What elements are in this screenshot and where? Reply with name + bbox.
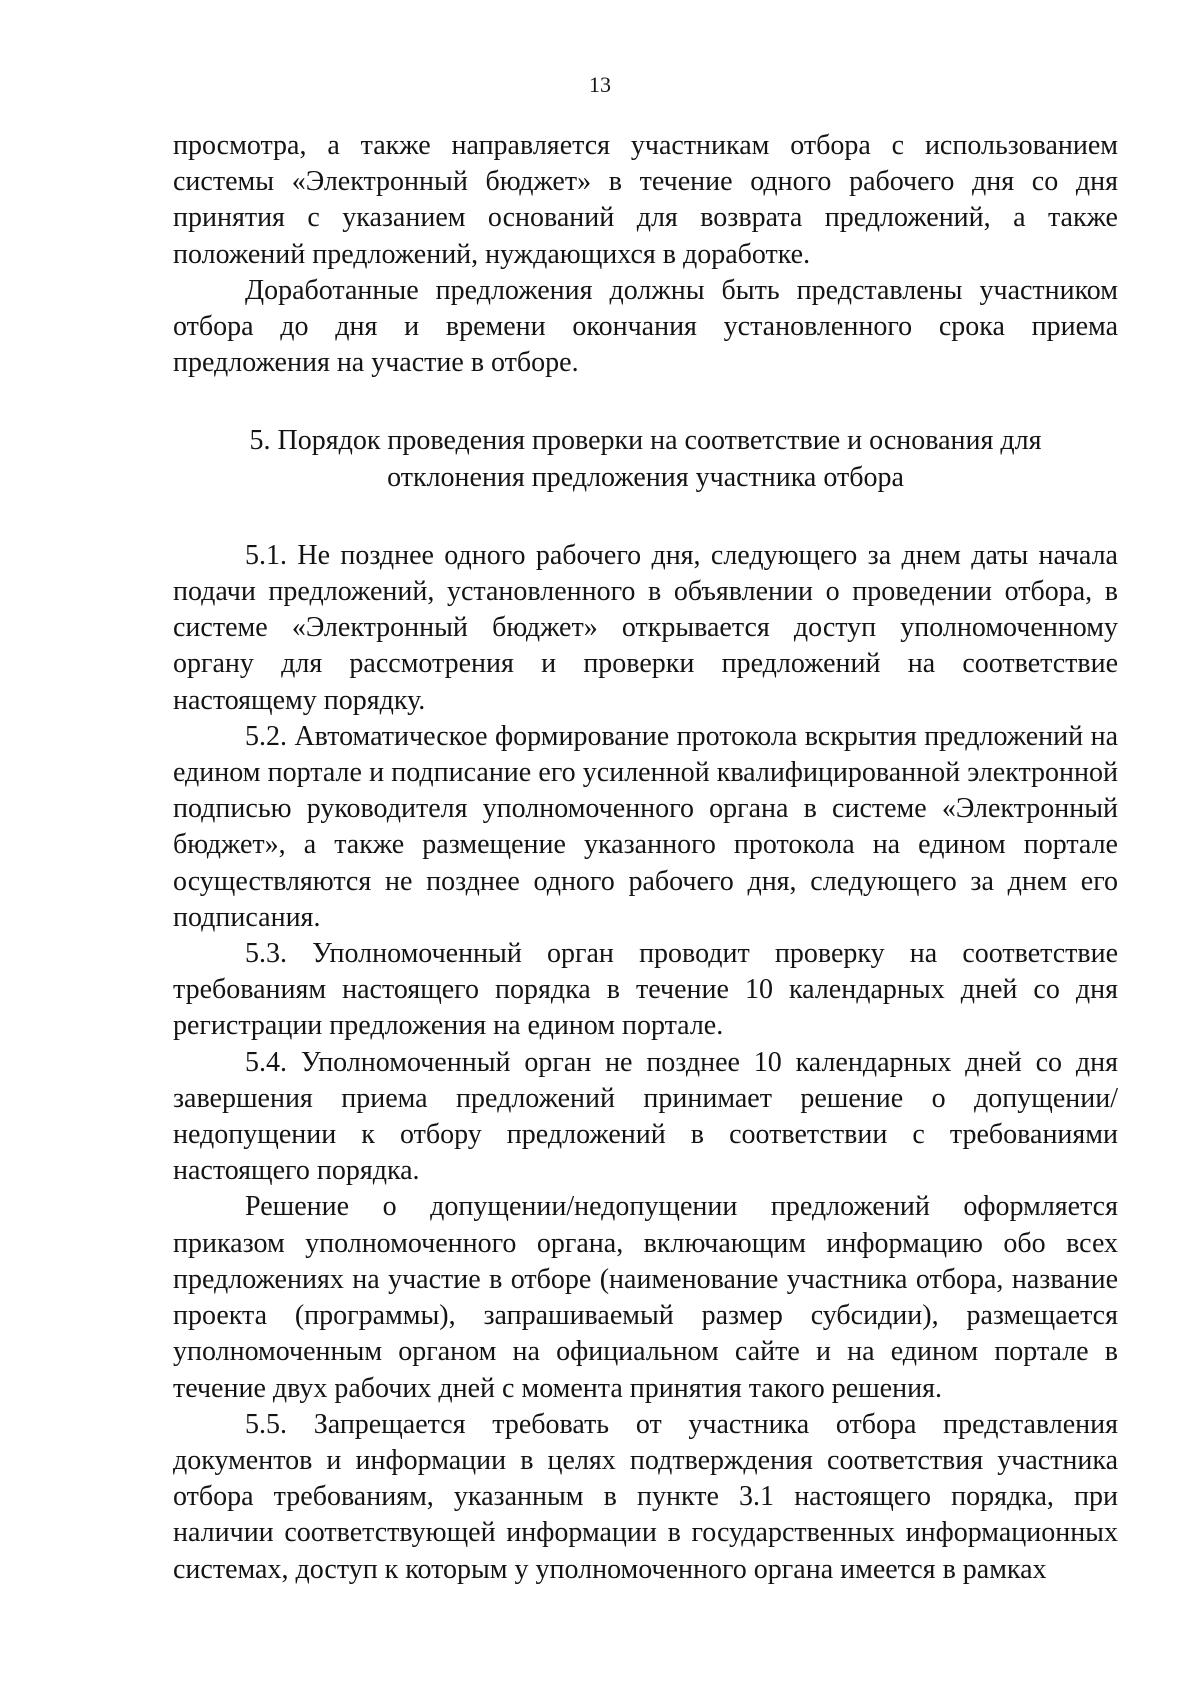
paragraph-5-3: 5.3. Уполномоченный орган проводит проверку на соответствие требованиям настоящего порядка в течение 10 календарных дней со дня регистрации предложения на едином портале. <box>173 938 1118 1042</box>
document-body <box>173 128 1118 1588</box>
paragraph-continuation: просмотра, а также направляется участникам отбора с использованием системы «Электронный бюджет» в течение одного рабочего дня со дня принятия с указанием оснований для возврата предложений, а также положений предложений, нуждающихся в доработке. <box>173 130 1118 270</box>
paragraph-revised-proposals: Доработанные предложения должны быть представлены участником отбора до дня и времени окончания установленного срока приема предложения на участие в отборе. <box>173 274 1118 379</box>
page-number: 13 <box>589 72 611 97</box>
paragraph-5-5: 5.5. Запрещается требовать от участника отбора представления документов и информации в целях подтверждения соответствия участника отбора требованиям, указанным в пункте 3.1 настоящего порядка, при наличии соответствующей информации в государственных информационных системах, доступ к которым у уполномоченного органа имеется в рамках <box>173 1408 1118 1585</box>
section-heading-line-1: 5. Порядок проведения проверки на соответствие и основания для <box>249 425 1042 457</box>
paragraph-5-1: 5.1. Не позднее одного рабочего дня, следующего за днем даты начала подачи предложений, установленного в объявлении о проведении отбора, в системе «Электронный бюджет» открывается доступ уполномоченному органу для рассмотрения и проверки предложений на соответствие настоящему порядку. <box>173 539 1118 716</box>
paragraph-decision: Решение о допущении/недопущении предложений оформляется приказом уполномоченного органа, включающим информацию обо всех предложениях на участие в отборе (наименование участника отбора, название проекта (программы), запрашиваемый размер субсидии), размещается уполномоченным органом на официальном сайте и на едином портале в течение двух рабочих дней с момента принятия такого решения. <box>173 1191 1118 1404</box>
section-heading-line-2: отклонения предложения участника отбора <box>387 461 904 493</box>
paragraph-5-2: 5.2. Автоматическое формирование протокола вскрытия предложений на едином портале и подписание его усиленной квалифицированной электронной подписью руководителя уполномоченного органа в системе «Электронный бюджет», а также размещение указанного протокола на едином портале осуществляются не позднее одного рабочего дня, следующего за днем его подписания. <box>173 720 1118 933</box>
section-heading <box>173 423 1118 495</box>
paragraph-5-4: 5.4. Уполномоченный орган не позднее 10 календарных дней со дня завершения приема предложений принимает решение о допущении/недопущении к отбору предложений в соответствии с требованиями настоящего порядка. <box>173 1046 1118 1187</box>
